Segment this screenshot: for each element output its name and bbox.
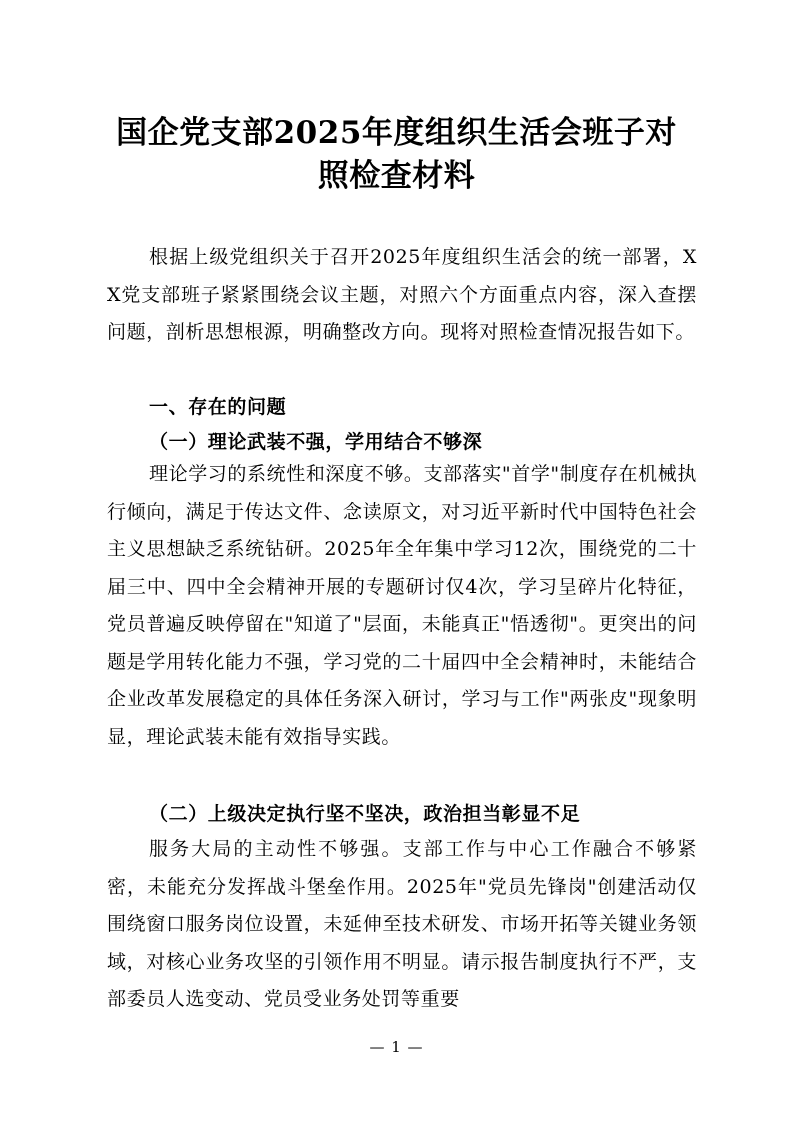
document-title-line-2: 照检查材料: [317, 158, 476, 194]
intro-paragraph: 根据上级党组织关于召开2025年度组织生活会的统一部署，XX党支部班子紧紧围绕会议主题，对照六个方面重点内容，深入查摆问题，剖析思想根源，明确整改方向。现将对照检查情况报告如下。: [107, 246, 697, 343]
subsection-2-paragraph: 服务大局的主动性不够强。支部工作与中心工作融合不够紧密，未能充分发挥战斗堡垒作用。2025年"党员先锋岗"创建活动仅围绕窗口服务岗位设置，未延伸至技术研发、市场开拓等关键业务领域，对核心业务攻坚的引领作用不明显。请示报告制度执行不严，支部委员人选变动、党员受业务处罚等重要: [107, 838, 697, 1010]
subsection-1-paragraph: 理论学习的系统性和深度不够。支部落实"首学"制度存在机械执行倾向，满足于传达文件、念读原文，对习近平新时代中国特色社会主义思想缺乏系统钻研。2025年全年集中学习12次，围绕党的二十届三中、四中全会精神开展的专题研讨仅4次，学习呈碎片化特征，党员普遍反映停留在"知道了"层面，未能真正"悟透彻"。更突出的问题是学用转化能力不强，学习党的二十届四中全会精神时，未能结合企业改革发展稳定的具体任务深入研讨，学习与工作"两张皮"现象明显，理论武装未能有效指导实践。: [107, 463, 697, 748]
subsection-2-heading: （二）上级决定执行坚不坚决，政治担当彰显不足: [149, 803, 581, 825]
document-title-line-1: 国企党支部2025年度组织生活会班子对: [116, 115, 677, 151]
section-1-heading: 一、存在的问题: [149, 396, 287, 418]
page-number: — 1 —: [369, 1038, 424, 1056]
subsection-1-heading: （一）理论武装不强，学用结合不够深: [149, 431, 483, 453]
